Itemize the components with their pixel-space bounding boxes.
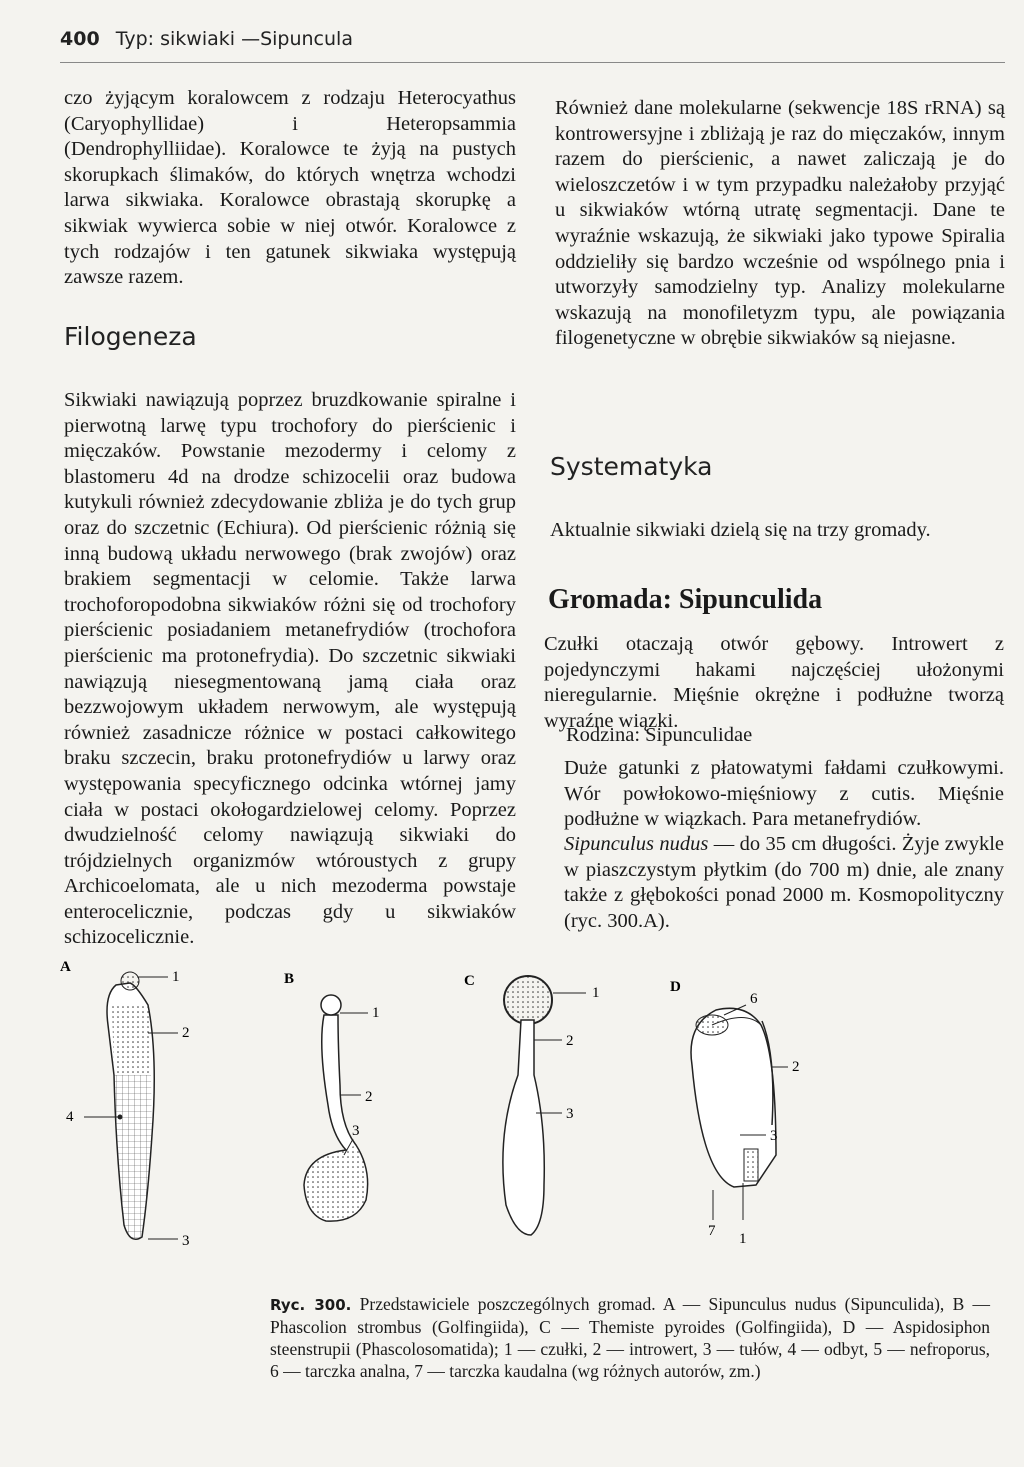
callout-2: 2 <box>365 1089 373 1105</box>
callout-1: 1 <box>592 985 600 1001</box>
callout-6: 6 <box>750 991 758 1007</box>
figure-drawing <box>56 955 996 1255</box>
rodzina-block <box>564 756 1004 833</box>
species-block <box>564 832 1004 934</box>
running-header <box>60 28 1000 50</box>
header-rule <box>60 62 1005 63</box>
panel-b-drawing <box>304 995 368 1221</box>
gromada-block <box>544 632 1004 734</box>
species-name: Sipunculus nudus <box>564 833 709 855</box>
gromada-paragraph: Czułki otaczają otwór gębowy. Introwert z pojedynczymi hakami najczęściej ułożonymi nieregularnie. Mięśnie okrężne i podłużne tworzą wyraźne wiązki. <box>544 633 1004 732</box>
panel-label-c: C <box>464 973 475 989</box>
callout-3: 3 <box>770 1128 778 1144</box>
panel-label-b: B <box>284 971 295 987</box>
callout-2: 2 <box>182 1025 190 1041</box>
intro-paragraph: czo żyjącym koralowcem z rodzaju Heterocyathus (Caryophyllidae) i Heteropsammia (Dendrophylliidae). Koralowce te żyją na pustych skorupkach ślimaków, do których wnętrza wchodzi larwa sikwiaka. Koralowce obrastają skorupkę a sikwiak wywierca sobie w niej otwór. Koralowce z tych rodzajów i ten gatunek sikwiaka występują zawsze razem. <box>64 87 516 289</box>
left-column <box>64 86 516 291</box>
molecular-paragraph: Również dane molekularne (sekwencje 18S rRNA) są kontrowersyjne i zbliżają je raz do mięczaków, innym razem do pierścienic, a nawet zaliczają je do wieloszczetów i w tym przypadku należałoby przyjąć u sikwiaków wtórną utratę segmentacji. Dane te wyraźnie wskazują, że sikwiaki jako typowe Spiralia oddzieliły się bardzo wcześnie od wspólnego pnia i utworzyły samodzielny typ. Analizy molekularne wskazują na monofiletyzm typu, ale powiązania filogenetyczne w obrębie sikwiaków są niejasne. <box>555 97 1005 350</box>
callout-1: 1 <box>172 969 180 985</box>
heading-filogeneza: Filogeneza <box>64 322 197 351</box>
caption-text: Przedstawiciele poszczególnych gromad. A — Sipunculus nudus (Sipunculida), B — Phascolion strombus (Golfingiida), C — Themiste pyroides (Golfingiida), D — Aspidosiphon steenstrupii (Phascolosomatida); 1 — czułki, 2 — introwert, 3 — tułów, 4 — odbyt, 5 — nefroporus, 6 — tarczka analna, 7 — tarczka kaudalna (wg różnych autorów, zm.) <box>270 1294 991 1381</box>
species-text: — do 35 cm długości. Żyje zwykle w piaszczystym płytkim (do 700 m) dnie, ale znany także z głębokości ponad 2000 m. Kosmopolityczny (ryc. 300.A). <box>564 833 1004 932</box>
callout-7: 7 <box>708 1223 716 1239</box>
callout-3: 3 <box>566 1106 574 1122</box>
right-column <box>555 96 1005 352</box>
callout-1: 1 <box>372 1005 380 1021</box>
heading-gromada: Gromada: Sipunculida <box>548 584 823 615</box>
rodzina-paragraph: Duże gatunki z płatowatymi fałdami czułkowymi. Wór powłokowo-mięśniowy z cutis. Mięśnie podłużne w wiązkach. Para metanefrydiów. <box>564 757 1004 831</box>
callout-3: 3 <box>352 1123 360 1139</box>
systematyka-block <box>550 518 1005 544</box>
callout-2: 2 <box>792 1059 800 1075</box>
filogeneza-block <box>64 388 516 951</box>
heading-systematyka: Systematyka <box>550 452 713 481</box>
systematyka-paragraph: Aktualnie sikwiaki dzielą się na trzy gromady. <box>550 519 931 541</box>
figure-300 <box>56 955 996 1255</box>
panel-label-a: A <box>60 959 71 975</box>
callout-4: 4 <box>66 1109 74 1125</box>
callout-1: 1 <box>739 1231 747 1247</box>
callout-3: 3 <box>182 1233 190 1249</box>
caption-number: Ryc. 300. <box>270 1296 352 1314</box>
panel-c-drawing <box>503 976 586 1235</box>
callout-2: 2 <box>566 1033 574 1049</box>
heading-rodzina: Rodzina: Sipunculidae <box>566 724 753 746</box>
panel-label-d: D <box>670 979 681 995</box>
running-title: Typ: sikwiaki —Sipuncula <box>115 28 353 50</box>
figure-caption <box>270 1293 990 1382</box>
page-number: 400 <box>60 28 100 50</box>
filogeneza-paragraph: Sikwiaki nawiązują poprzez bruzdkowanie spiralne i pierwotną larwę typu trochofory do pierścienic i mięczaków. Powstanie mezodermy i celomy z blastomeru 4d na drodze schizocelii oraz budowa kutykuli również zdecydowanie zbliża je do tych grup oraz do szczetnic (Echiura). Od pierścienic różnią się inną budową układu nerwowego (brak zwojów) oraz brakiem segmentacji w celomie. Także larwa trochoforopodobna sikwiaków różni się od trochofory pierścienic posiadaniem metanefrydiów (trochofora pierścienic ma protonefrydia). Do szczetnic sikwiaki nawiązują niesegmentowaną jamą ciała oraz bezzwojowym układem nerwowym, ale występują również zasadnicze różnice w postaci całkowitego braku szczecin, braku protonefrydiów u larwy oraz występowania specyficznego odcinka wtórnej jamy ciała w postaci okołogardzielowej celomy. Poprzez dwudzielność celomy nawiązują sikwiaki do trójdzielnych organizmów wtóroustych z grupy Archicoelomata, ale u nich mezoderma powstaje enterocelicznie, podczas gdy u sikwiaków schizocelicznie. <box>64 389 516 949</box>
panel-a-drawing <box>84 972 178 1239</box>
panel-d-drawing <box>691 1005 788 1220</box>
